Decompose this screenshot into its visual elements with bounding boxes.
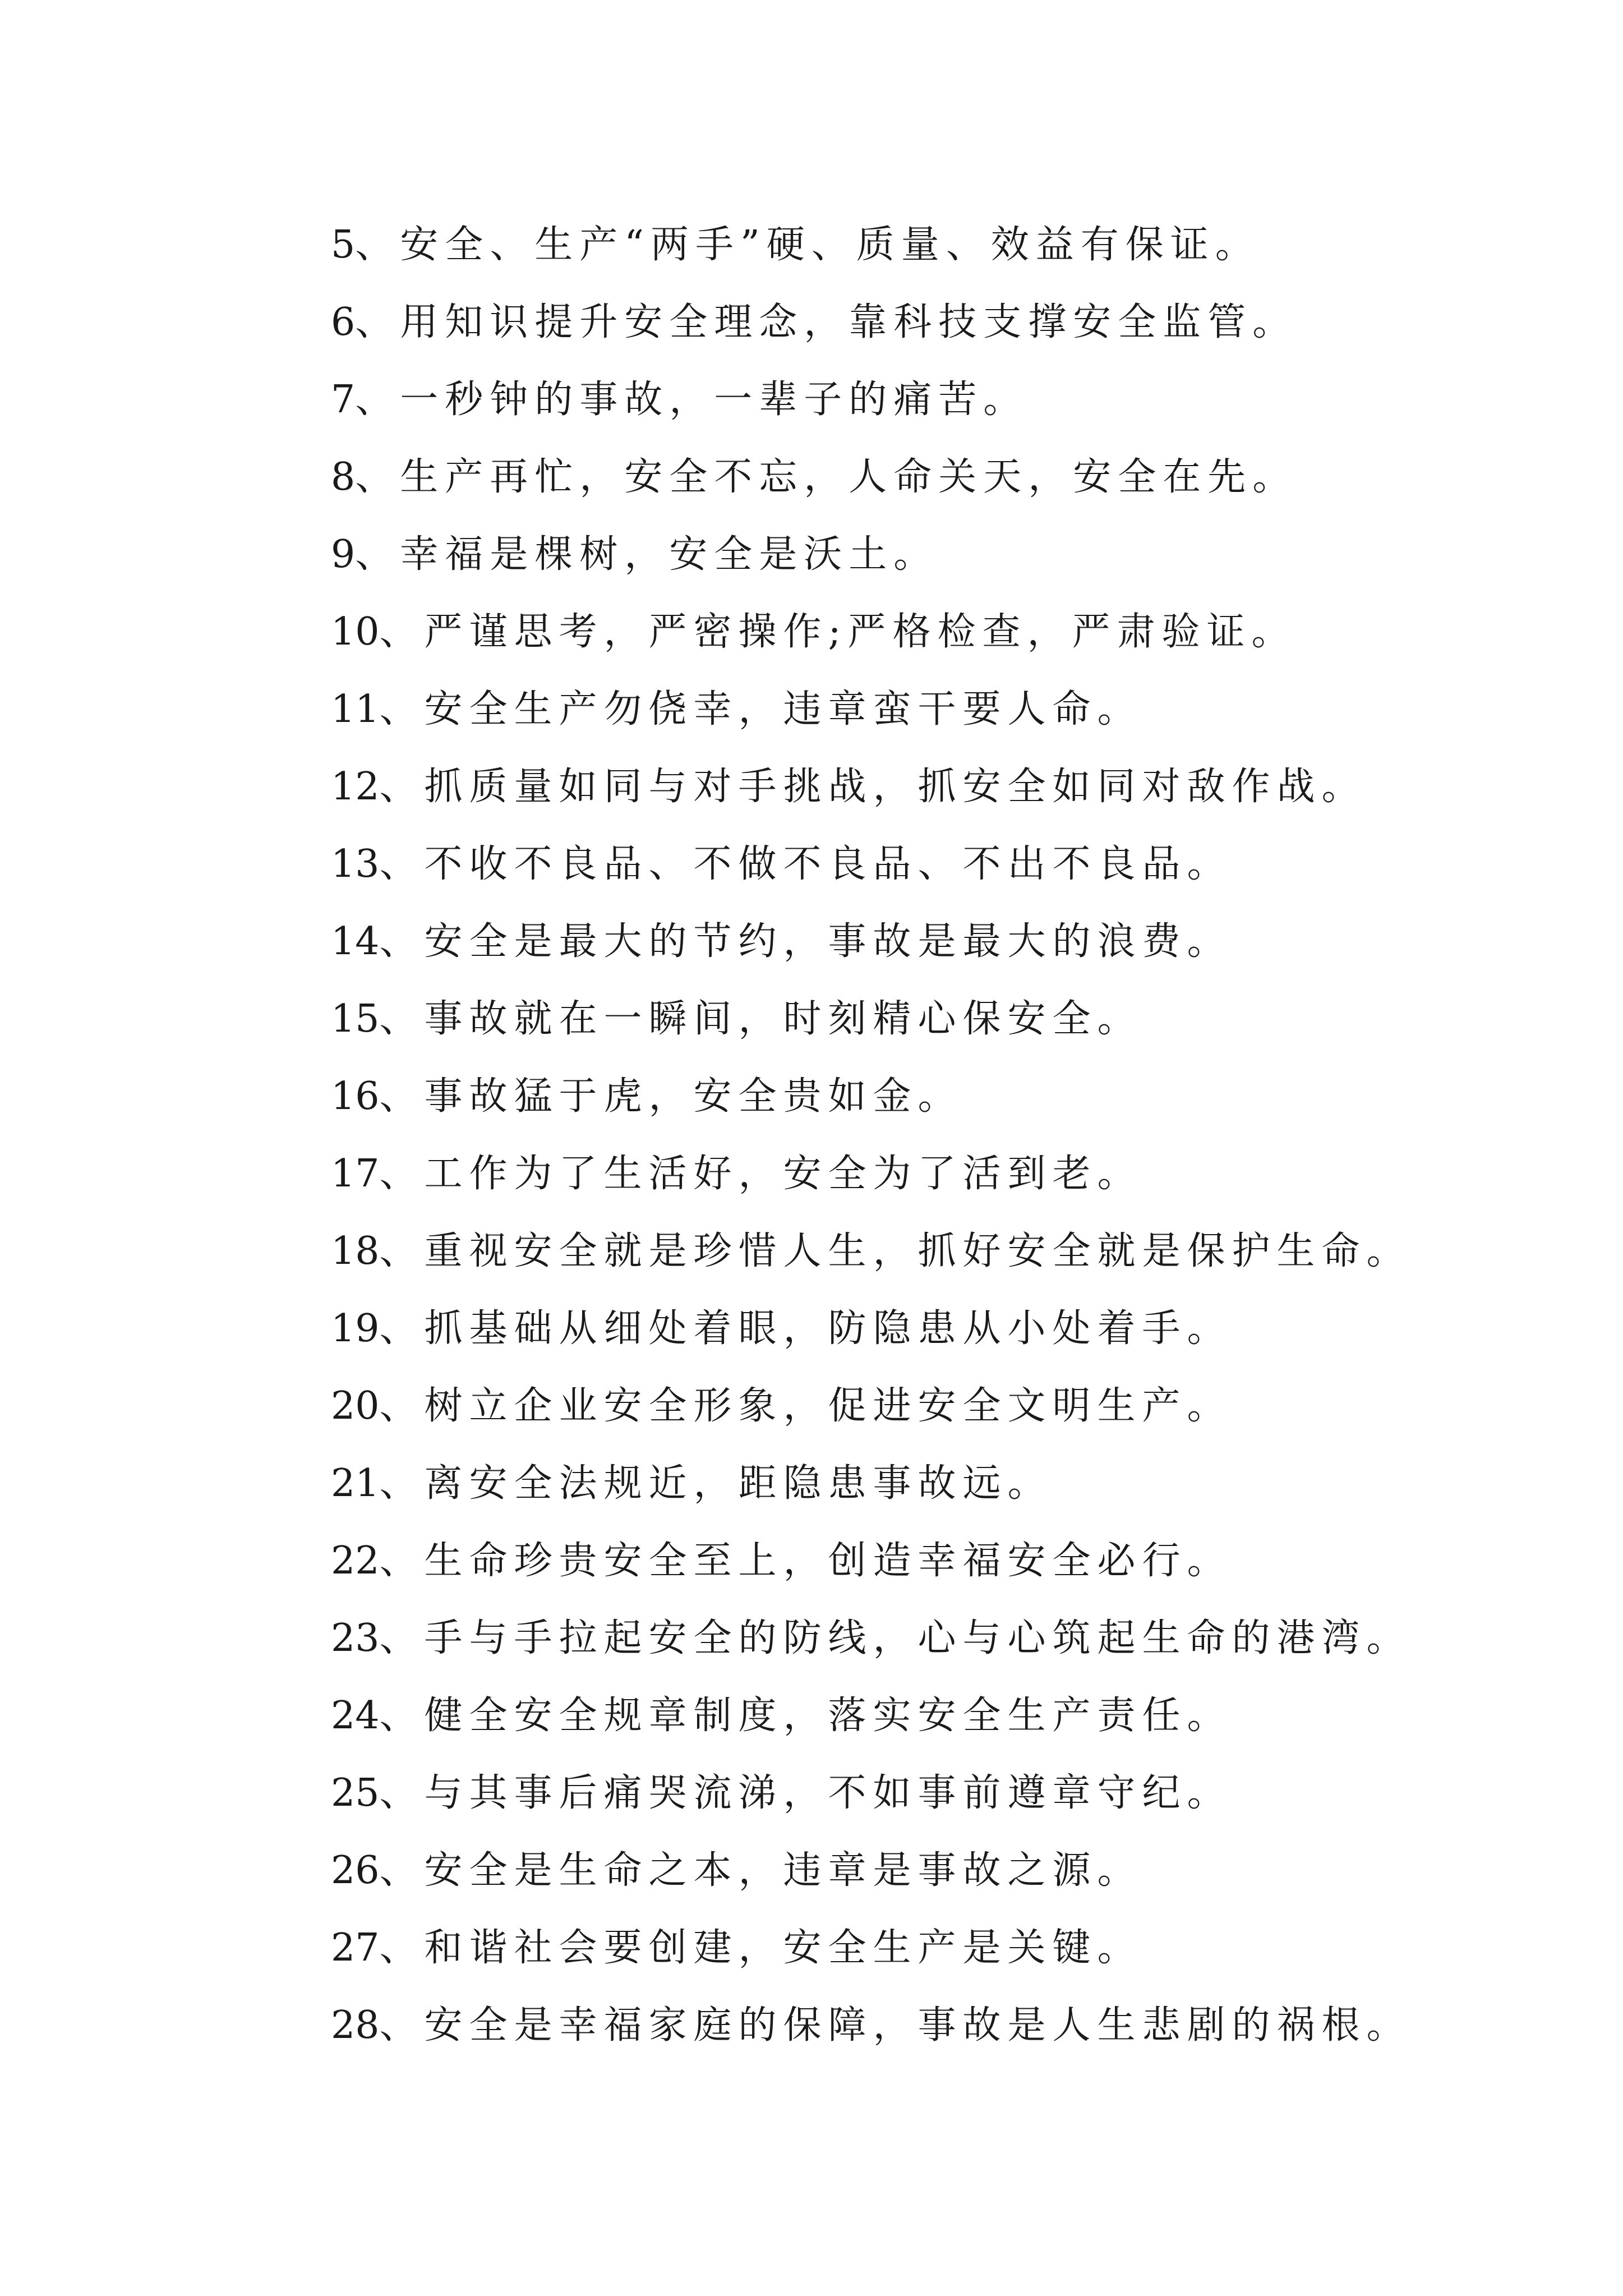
item-text: 、树立企业安全形象，促进安全文明生产。 xyxy=(379,1384,1232,1428)
item-text: 、安全是幸福家庭的保障，事故是人生悲剧的祸根。 xyxy=(379,2003,1412,2047)
item-number: 17 xyxy=(331,1152,380,1196)
item-number: 9 xyxy=(331,532,356,577)
item-text: 、抓基础从细处着眼，防隐患从小处着手。 xyxy=(379,1306,1232,1351)
item-text: 、事故猛于虎，安全贵如金。 xyxy=(379,1074,963,1119)
list-item xyxy=(331,1522,1537,1600)
list-item xyxy=(331,361,1537,439)
item-text: 、安全是最大的节约，事故是最大的浪费。 xyxy=(379,919,1232,964)
item-number: 10 xyxy=(331,610,380,654)
item-text: 、重视安全就是珍惜人生，抓好安全就是保护生命。 xyxy=(379,1229,1412,1273)
list-item xyxy=(331,1677,1537,1755)
list-item xyxy=(331,1368,1537,1445)
list-item xyxy=(331,284,1537,361)
item-number: 19 xyxy=(331,1306,380,1351)
list-item xyxy=(331,439,1537,516)
item-number: 26 xyxy=(331,1848,380,1893)
list-item xyxy=(331,593,1537,671)
list-item xyxy=(331,1058,1537,1135)
list-item xyxy=(331,1755,1537,1832)
item-number: 23 xyxy=(331,1616,380,1660)
slogan-list xyxy=(331,206,1537,2064)
list-item xyxy=(331,671,1537,748)
item-text: 、安全生产勿侥幸，违章蛮干要人命。 xyxy=(379,687,1142,731)
item-number: 22 xyxy=(331,1539,380,1583)
item-number: 8 xyxy=(331,455,356,499)
item-text: 、用知识提升安全理念，靠科技支撑安全监管。 xyxy=(355,300,1298,344)
list-item xyxy=(331,1213,1537,1290)
list-item xyxy=(331,826,1537,903)
item-text: 、与其事后痛哭流涕，不如事前遵章守纪。 xyxy=(379,1771,1232,1815)
list-item xyxy=(331,516,1537,593)
item-text: 、生命珍贵安全至上，创造幸福安全必行。 xyxy=(379,1539,1232,1583)
item-number: 20 xyxy=(331,1384,380,1428)
item-number: 15 xyxy=(331,997,380,1041)
list-item xyxy=(331,1135,1537,1213)
list-item xyxy=(331,1987,1537,2064)
item-text: 、严谨思考，严密操作;严格检查，严肃验证。 xyxy=(379,610,1297,654)
item-text: 、一秒钟的事故，一辈子的痛苦。 xyxy=(355,378,1029,422)
item-number: 11 xyxy=(331,687,380,731)
item-text: 、安全、生产“两手”硬、质量、效益有保证。 xyxy=(355,223,1260,267)
item-text: 、生产再忙，安全不忘，人命关天，安全在先。 xyxy=(355,455,1298,499)
item-number: 27 xyxy=(331,1926,380,1970)
list-item xyxy=(331,1445,1537,1522)
list-item xyxy=(331,1290,1537,1368)
list-item xyxy=(331,206,1537,284)
item-number: 5 xyxy=(331,223,356,267)
item-number: 13 xyxy=(331,842,380,886)
list-item xyxy=(331,1832,1537,1910)
item-text: 、工作为了生活好，安全为了活到老。 xyxy=(379,1152,1142,1196)
list-item xyxy=(331,1910,1537,1987)
item-number: 18 xyxy=(331,1229,380,1273)
item-text: 、手与手拉起安全的防线，心与心筑起生命的港湾。 xyxy=(379,1616,1412,1660)
item-text: 、安全是生命之本，违章是事故之源。 xyxy=(379,1848,1142,1893)
item-number: 12 xyxy=(331,765,380,809)
item-number: 16 xyxy=(331,1074,380,1119)
item-number: 24 xyxy=(331,1694,380,1738)
list-item xyxy=(331,903,1537,981)
item-number: 6 xyxy=(331,300,356,344)
item-number: 7 xyxy=(331,378,356,422)
item-number: 25 xyxy=(331,1771,380,1815)
item-text: 、和谐社会要创建，安全生产是关键。 xyxy=(379,1926,1142,1970)
list-item xyxy=(331,981,1537,1058)
item-number: 28 xyxy=(331,2003,380,2047)
item-text: 、健全安全规章制度，落实安全生产责任。 xyxy=(379,1694,1232,1738)
item-text: 、幸福是棵树，安全是沃土。 xyxy=(355,532,939,577)
item-text: 、离安全法规近，距隐患事故远。 xyxy=(379,1461,1053,1506)
list-item xyxy=(331,1600,1537,1677)
item-text: 、事故就在一瞬间，时刻精心保安全。 xyxy=(379,997,1142,1041)
item-number: 14 xyxy=(331,919,380,964)
item-number: 21 xyxy=(331,1461,380,1506)
list-item xyxy=(331,748,1537,826)
item-text: 、不收不良品、不做不良品、不出不良品。 xyxy=(379,842,1232,886)
item-text: 、抓质量如同与对手挑战，抓安全如同对敌作战。 xyxy=(379,765,1367,809)
